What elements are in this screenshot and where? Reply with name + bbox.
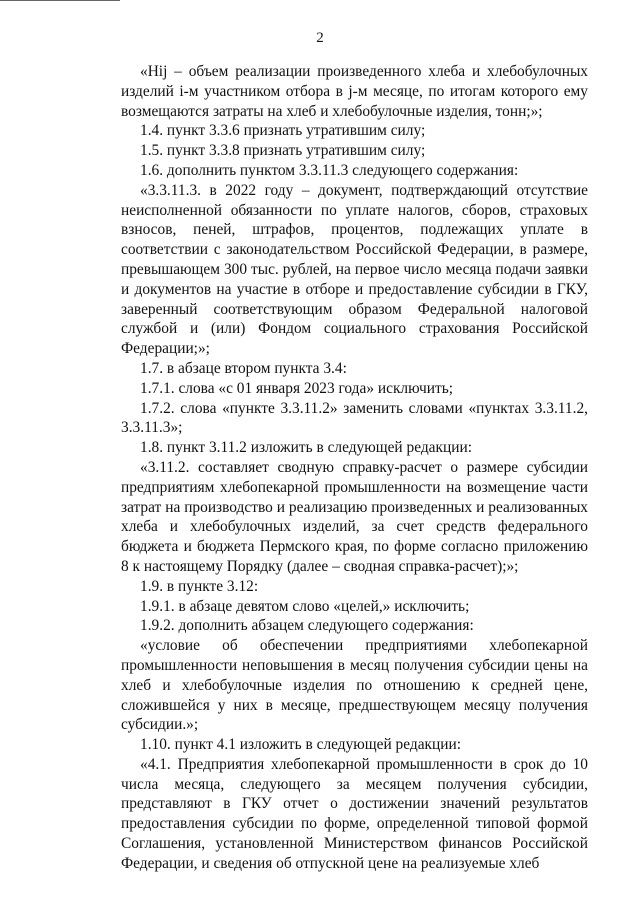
paragraph: 1.7. в абзаце втором пункта 3.4: xyxy=(140,359,347,377)
paragraph: «3.3.11.3. в 2022 году – документ, подтверждающий отсутствие неисполненной обязанности по уплате налогов, сборов, страховых взносов, пеней, штрафов, процентов, подлежащих уплате в соответствии с законодательством Российской Федерации, в размере, превышающем 300 тыс. рублей, на первое число месяца подачи заявки и документов на участие в отборе и предоставление субсидии в ГКУ, заверенный соответствующим образом Федеральной налоговой службой и (или) Фондом социального страхования Российской Федерации;»; xyxy=(121,181,588,358)
paragraph: 1.9. в пункте 3.12: xyxy=(140,577,259,595)
paragraph: 1.5. пункт 3.3.8 признать утратившим силу; xyxy=(140,142,426,160)
paragraph: 1.9.2. дополнить абзацем следующего содержания: xyxy=(140,617,474,635)
paragraph: 1.7.2. слова «пункте 3.3.11.2» заменить словами «пунктах 3.3.11.2, 3.3.11.3»; xyxy=(121,399,588,437)
paragraph: «3.11.2. составляет сводную справку-расчет о размере субсидии предприятиям хлебопекарной промышленности на возмещение части затрат на производство и реализацию произведенных и реализованных хлеба и хлебобулочных изделий, за счет средств федерального бюджета и бюджета Пермского края, по форме согласно приложению 8 к настоящему Порядку (далее – сводная справка-расчет);»; xyxy=(121,458,588,575)
document-body xyxy=(121,62,588,874)
paragraph: «Hij – объем реализации произведенного хлеба и хлебобулочных изделий i-м участником отбора в j-м месяце, по итогам которого ему возмещаются затраты на хлеб и хлебобулочные изделия, тонн;»; xyxy=(121,63,588,120)
paragraph: 1.7.1. слова «с 01 января 2023 года» исключить; xyxy=(140,379,454,397)
paragraph: «условие об обеспечении предприятиями хлебопекарной промышленности неповышения в месяц получения субсидии цены на хлеб и хлебобулочные изделия по отношению к средней цене, сложившейся у них в месяце, предшествующем месяцу получения субсидии.»; xyxy=(121,637,588,734)
paragraph: 1.4. пункт 3.3.6 признать утратившим силу; xyxy=(140,122,426,140)
paragraph: 1.10. пункт 4.1 изложить в следующей редакции: xyxy=(140,736,461,754)
paragraph: 1.9.1. в абзаце девятом слово «целей,» исключить; xyxy=(140,597,470,615)
paragraph: «4.1. Предприятия хлебопекарной промышленности в срок до 10 числа месяца, следующего за месяцем получения субсидии, представляют в ГКУ отчет о достижении значений результатов предоставления субсидии по форме, определенной типовой формой Соглашения, установленной Министерством финансов Российской Федерации, и сведения об отпускной цене на реализуемые хлеб xyxy=(121,755,588,872)
scan-edge-line xyxy=(0,0,120,1)
paragraph: 1.6. дополнить пунктом 3.3.11.3 следующего содержания: xyxy=(140,161,519,179)
paragraph: 1.8. пункт 3.11.2 изложить в следующей редакции: xyxy=(140,439,472,457)
page-number: 2 xyxy=(316,30,324,46)
